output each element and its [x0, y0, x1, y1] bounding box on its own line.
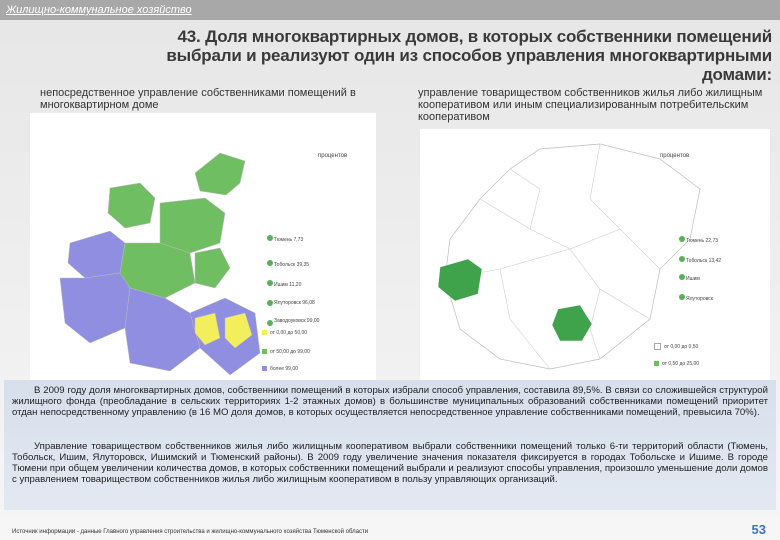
title-line-3: домами:: [701, 65, 772, 84]
description-paragraph-2: Управление товариществом собственников жилья либо жилищным кооперативом выбрали собственники помещений только 6-ти территорий области (Тюмень, Тобольск, Ишим, Ялуторовск, Ишимский и Тюменский районы). В 2009 году увеличение значения показателя фиксируется в городах Тобольске и Ишиме. В городе Тюмени при общем увеличении количества домов, в которых собственники помещений выбрали и реализуют способы управления, произошло уменьшение доли домов с управлением товариществом собственников жилья либо жилищным кооперативом в пользу управляющих организаций.: [12, 441, 768, 485]
left-point-legend-2: Тобольск 39,35: [274, 262, 310, 268]
legend-swatch: [654, 361, 659, 366]
page-title: [60, 27, 772, 84]
legend-swatch: [654, 343, 661, 350]
left-legend-3: более 99,00: [262, 366, 298, 372]
left-point-1: [267, 235, 273, 241]
right-point-legend-2: Тобольск 13,42: [686, 258, 722, 264]
left-map-west: [68, 231, 125, 278]
right-map-panel: [420, 129, 770, 381]
left-point-legend-4: Ялуторовск 96,08: [274, 300, 315, 306]
right-map-units: процентов: [660, 153, 690, 159]
left-map-east-green: [195, 248, 230, 288]
left-point-legend-5: Заводоуковск 99,00: [274, 318, 320, 324]
right-point-legend-3: Ишим: [686, 276, 700, 282]
source-note: Источник информации - данные Главного управления строительства и жилищно-коммунального хозяйства Тюменской области: [12, 529, 369, 535]
right-map-caption: управление товариществом собственников жилья либо жилищным кооперативом или иным специализированным потребительским кооперативом: [418, 87, 763, 123]
right-legend-2: от 0,50 до 25,00: [654, 361, 699, 367]
left-point-3: [267, 280, 273, 286]
section-link[interactable]: Жилищно-коммунальное хозяйство: [6, 4, 192, 16]
left-legend-1: от 0,00 до 50,00: [262, 330, 307, 336]
right-point-2: [679, 256, 685, 262]
left-point-legend-1: Тюмень 7,73: [274, 237, 304, 243]
left-map-north-region: [195, 153, 245, 195]
left-map-caption: непосредственное управление собственниками помещений в многоквартирном доме: [40, 87, 356, 111]
legend-swatch: [262, 330, 267, 335]
right-map-ishim-region: [438, 259, 482, 301]
description-paragraph-1: В 2009 году доля многоквартирных домов, собственники помещений в которых избрали способ управления, составила 89,5%. В связи со сложившейся структурой жилищного фонда (преобладание в сельских территориях 1-2 этажных домов) в большинстве муниципальных образований собственниками помещений приоритет отдан непосредственному управлению (в 16 МО доля домов, в которых осуществляется непосредственное управление собственниками помещений, превысила 70%).: [12, 385, 768, 418]
title-line-2: выбрали и реализуют один из способов управления многоквартирными: [166, 46, 772, 65]
left-point-5: [267, 320, 273, 326]
page-number: 53: [751, 522, 766, 537]
left-map-south-center: [125, 288, 200, 371]
left-map-north-central: [108, 183, 155, 228]
legend-swatch: [262, 349, 267, 354]
left-point-legend-3: Ишим 11,20: [274, 282, 302, 288]
left-point-4: [267, 300, 273, 306]
left-map-south-west: [60, 273, 130, 343]
right-point-1: [679, 236, 685, 242]
right-point-legend-4: Ялуторовск: [686, 296, 713, 302]
left-point-2: [267, 260, 273, 266]
right-map-svg: [420, 129, 770, 381]
right-point-3: [679, 274, 685, 280]
left-map-units: процентов: [318, 153, 348, 159]
right-legend-1: от 0,00 до 0,50: [654, 343, 698, 350]
legend-swatch: [262, 366, 267, 371]
left-map-central-east: [160, 198, 225, 253]
right-point-legend-1: Тюмень 22,73: [686, 238, 719, 244]
title-line-1: 43. Доля многоквартирных домов, в которых собственники помещений: [177, 27, 772, 46]
left-legend-2: от 50,00 до 99,00: [262, 349, 310, 355]
right-point-4: [679, 294, 685, 300]
